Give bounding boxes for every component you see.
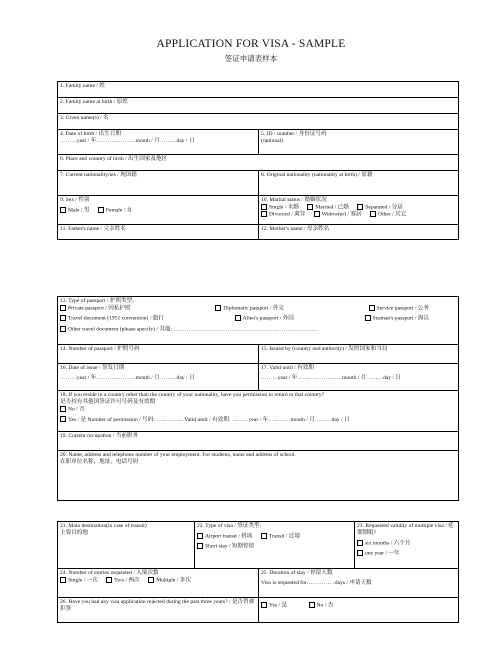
issued-by-field[interactable]: 15. Issued by (country and authority) / 发照国家和当局	[258, 345, 458, 363]
occupation-field[interactable]: 19. Current occupation / 当前职务	[60, 433, 139, 439]
checkbox-icon	[261, 211, 267, 217]
visa-short-stay-option[interactable]: Short stay / 短期停留	[197, 543, 254, 550]
father-name-field[interactable]: 11. Father's name / 父亲姓名	[60, 226, 126, 232]
entries-single-option[interactable]: Single / 一次	[60, 577, 98, 584]
form-subtitle: 签证申请表样本	[224, 54, 278, 63]
dob-field[interactable]: 4. Date of birth / 出生日期 ………year / 年…………………month / 月………day / 日	[60, 131, 195, 144]
sex-male-option[interactable]: Male / 男	[60, 207, 89, 214]
checkbox-icon	[365, 315, 371, 321]
marital-divorced-option[interactable]: Divorced / 离异	[261, 211, 305, 218]
validity-field: 23. Requested validity of multiple visa / 延期期限? six months / 六个月 one year / 一年	[354, 522, 458, 568]
passport-number-field[interactable]: 14. Number of passport / 护照号码	[60, 346, 140, 352]
checkbox-icon	[106, 577, 112, 583]
passport-diplomatic-option[interactable]: Diplomatic passport / 外交	[215, 305, 284, 312]
current-nationality-field[interactable]: 7. Current nationality/ies / 现国籍	[60, 172, 137, 178]
passport-alien-option[interactable]: Alien's passport / 外国	[235, 315, 294, 322]
visa-section	[57, 521, 459, 623]
checkbox-icon	[98, 207, 104, 213]
sex-female-option[interactable]: Female / 女	[98, 207, 132, 214]
reside-permission-field: 18. If you reside in a country other than the country of your nationality, have you permission to return to that country? 是否持有其他国签证许可号码及有效期 No / 否 Yes / 是 Number of permission / 号码: ……………Valid until / 有效期: ………year / 年…………month / 月………day / 日	[60, 392, 350, 423]
checkbox-icon	[314, 211, 320, 217]
marital-widow-option[interactable]: Widow(er) / 寡居	[314, 211, 362, 218]
date-issue-field[interactable]: 16. Date of issue / 签发日期 ………year / 年…………………month / 月………day / 日	[60, 365, 195, 381]
validity-one-year-option[interactable]: one year / 一年	[357, 550, 400, 557]
marital-single-option[interactable]: Single / 未婚	[261, 204, 299, 211]
checkbox-icon	[60, 305, 66, 311]
checkbox-icon	[370, 211, 376, 217]
visa-type-field: 22. Type of visa / 签证类型: Airport transit / 机场 Transit / 过境 Short stay / 短期停留	[194, 522, 354, 568]
mother-name-field[interactable]: 12. Mother's name / 母亲姓名	[258, 225, 458, 239]
visa-airport-transit-option[interactable]: Airport transit / 机场	[197, 533, 252, 540]
checkbox-icon	[357, 540, 363, 546]
place-birth-field[interactable]: 6. Place and country of birth / 出生国家及地区	[60, 156, 168, 162]
sex-field: 9. Sex / 性别 Male / 男 Female / 女	[60, 197, 133, 214]
passport-other-option[interactable]: Other travel document (please specify) / 其他: ……………………………………………………………………	[60, 326, 319, 333]
checkbox-icon	[60, 207, 66, 213]
checkbox-icon	[369, 305, 375, 311]
entries-two-option[interactable]: Two / 两次	[106, 577, 139, 584]
family-name-birth-field[interactable]: 2. Family name at birth / 原姓	[60, 99, 128, 105]
duration-field[interactable]: 25. Duration of stay / 停留天数 Visa is requested for……………days / 申请天数	[258, 569, 458, 597]
entries-field: 24. Number of entries requested / 入境次数 Single / 一次 Two / 两次 Multiple / 多次	[60, 570, 191, 584]
destination-field[interactable]: 21. Main destination(in case of transit) 主要目的地	[60, 523, 147, 536]
checkbox-icon	[357, 550, 363, 556]
entries-multiple-option[interactable]: Multiple / 多次	[148, 577, 191, 584]
checkbox-icon	[261, 533, 267, 539]
checkbox-icon	[307, 204, 313, 210]
marital-field: 10. Marital status / 婚姻状况 Single / 未婚 Married / 已婚 Separated / 分居 Divorced / 离异 Widow(er) / 寡居 Other / 其它	[258, 196, 458, 224]
reside-no-option[interactable]: No / 否	[60, 406, 85, 413]
reside-yes-option[interactable]: Yes / 是 Number of permission / 号码: ……………Valid until / 有效期: ………year / 年…………month / 月………day / 日	[60, 417, 350, 423]
valid-until-field[interactable]: 17. Valid until / 有效期 ………year / 年……………………month / 月………day / 日	[258, 364, 458, 390]
checkbox-icon	[60, 315, 66, 321]
marital-married-option[interactable]: Married / 已婚	[307, 204, 349, 211]
checkbox-icon	[60, 406, 66, 412]
form-title: APPLICATION FOR VISA - SAMPLE	[156, 38, 346, 50]
checkbox-icon	[60, 416, 66, 422]
checkbox-icon	[215, 305, 221, 311]
id-field[interactable]: 5. ID - number / 身份证号码 (optional)	[258, 130, 458, 154]
marital-other-option[interactable]: Other / 其它	[370, 211, 406, 218]
employer-field[interactable]: 20. Name, address and telephone number of your employment. For students, name and address of school. 在职单位名称，地址，电话号码	[60, 452, 296, 465]
checkbox-icon	[197, 543, 203, 549]
given-names-field[interactable]: 3. Given name(s) / 名	[60, 115, 109, 121]
checkbox-icon	[261, 602, 267, 608]
checkbox-icon	[261, 204, 267, 210]
checkbox-icon	[148, 577, 154, 583]
passport-section	[57, 296, 459, 501]
passport-travel-doc-option[interactable]: Travel document (1951 convention) / 旅行	[60, 315, 164, 322]
passport-private-option[interactable]: Private passport / 因私护照	[60, 305, 131, 312]
checkbox-icon	[60, 326, 66, 332]
checkbox-icon	[197, 533, 203, 539]
passport-type-field: 13. Type of passport / 护照类型: Private passport / 因私护照 Diplomatic passport / 外交 Service passport / 公务 Travel document (1951 convention) / 旅行 Alien's passport / 外国 Seaman's passport / 海员 Other travel document (please specify) / 其他: ……………………………………………………………………	[60, 298, 429, 332]
rejected-question: 26. Have you had any visa application rejected during the past three years? / 是否曾被拒签	[60, 599, 255, 612]
rejected-no-option[interactable]: No / 否	[309, 602, 334, 609]
visa-transit-option[interactable]: Transit / 过境	[261, 533, 300, 540]
original-nationality-field[interactable]: 8. Original nationality (nationality at birth) / 原籍	[258, 171, 458, 195]
rejected-yes-option[interactable]: Yes / 是	[261, 602, 287, 609]
checkbox-icon	[60, 577, 66, 583]
family-name-field[interactable]: 1. Family name / 姓	[60, 83, 105, 89]
marital-separated-option[interactable]: Separated / 分居	[357, 204, 403, 211]
passport-service-option[interactable]: Service passport / 公务	[369, 305, 429, 312]
validity-six-months-option[interactable]: six months / 六个月	[357, 540, 411, 547]
passport-seaman-option[interactable]: Seaman's passport / 海员	[365, 315, 429, 322]
rejected-field	[258, 598, 458, 622]
personal-section	[57, 81, 459, 240]
checkbox-icon	[235, 315, 241, 321]
checkbox-icon	[309, 602, 315, 608]
checkbox-icon	[357, 204, 363, 210]
